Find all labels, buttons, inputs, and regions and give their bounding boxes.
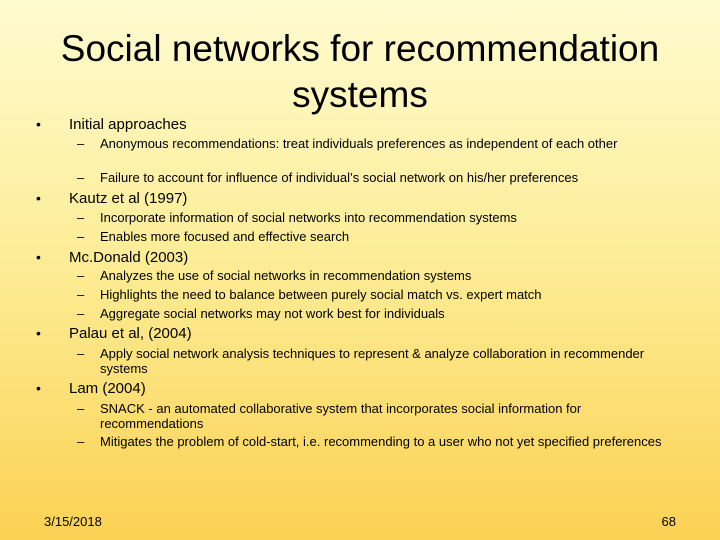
slide-title: Social networks for recommendation systems xyxy=(60,28,660,115)
sub-text: Mitigates the problem of cold-start, i.e. recommending to a user who not yet specified preferences xyxy=(100,434,662,449)
sub-text: Analyzes the use of social networks in recommendation systems xyxy=(100,268,472,283)
sub-dash: – xyxy=(77,401,85,416)
sub-text: Aggregate social networks may not work best for individuals xyxy=(100,306,445,321)
bullet-dot: • xyxy=(36,380,41,396)
sub-bullet xyxy=(77,170,677,185)
sub-dash: – xyxy=(77,287,85,302)
bullet-text: Initial approaches xyxy=(69,116,187,133)
sub-dash: – xyxy=(77,434,85,449)
sub-bullet xyxy=(77,346,677,376)
footer-date: 3/15/2018 xyxy=(44,514,102,529)
bullet-text: Lam (2004) xyxy=(69,380,146,397)
sub-dash: – xyxy=(77,346,85,361)
sub-dash: – xyxy=(77,268,85,283)
bullet-dot: • xyxy=(36,116,41,132)
sub-bullet xyxy=(77,136,677,151)
sub-text: SNACK - an automated collaborative system that incorporates social information for recommendations xyxy=(100,401,582,431)
sub-text: Incorporate information of social networks into recommendation systems xyxy=(100,210,517,225)
sub-bullet xyxy=(77,401,677,431)
sub-bullet xyxy=(77,306,677,321)
sub-dash: – xyxy=(77,136,85,151)
bullet-dot: • xyxy=(36,249,41,265)
bullet-dot: • xyxy=(36,190,41,206)
sub-bullet xyxy=(77,434,677,449)
sub-text: Anonymous recommendations: treat individuals preferences as independent of each other xyxy=(100,136,618,151)
bullet-dot: • xyxy=(36,325,41,341)
sub-text: Apply social network analysis techniques to represent & analyze collaboration in recommender systems xyxy=(100,346,645,376)
sub-text: Highlights the need to balance between purely social match vs. expert match xyxy=(100,287,542,302)
sub-bullet xyxy=(77,229,677,244)
page-number: 68 xyxy=(661,514,676,529)
sub-dash: – xyxy=(77,210,85,225)
sub-dash: – xyxy=(77,306,85,321)
bullet-text: Palau et al, (2004) xyxy=(69,325,192,342)
bullet-text: Mc.Donald (2003) xyxy=(69,249,189,266)
sub-dash: – xyxy=(77,170,85,185)
sub-bullet xyxy=(77,287,677,302)
sub-bullet xyxy=(77,268,677,283)
bullet-text: Kautz et al (1997) xyxy=(69,190,188,207)
sub-text: Enables more focused and effective search xyxy=(100,229,350,244)
sub-dash: – xyxy=(77,229,85,244)
sub-text: Failure to account for influence of individual’s social network on his/her preferences xyxy=(100,170,579,185)
sub-bullet xyxy=(77,210,677,225)
